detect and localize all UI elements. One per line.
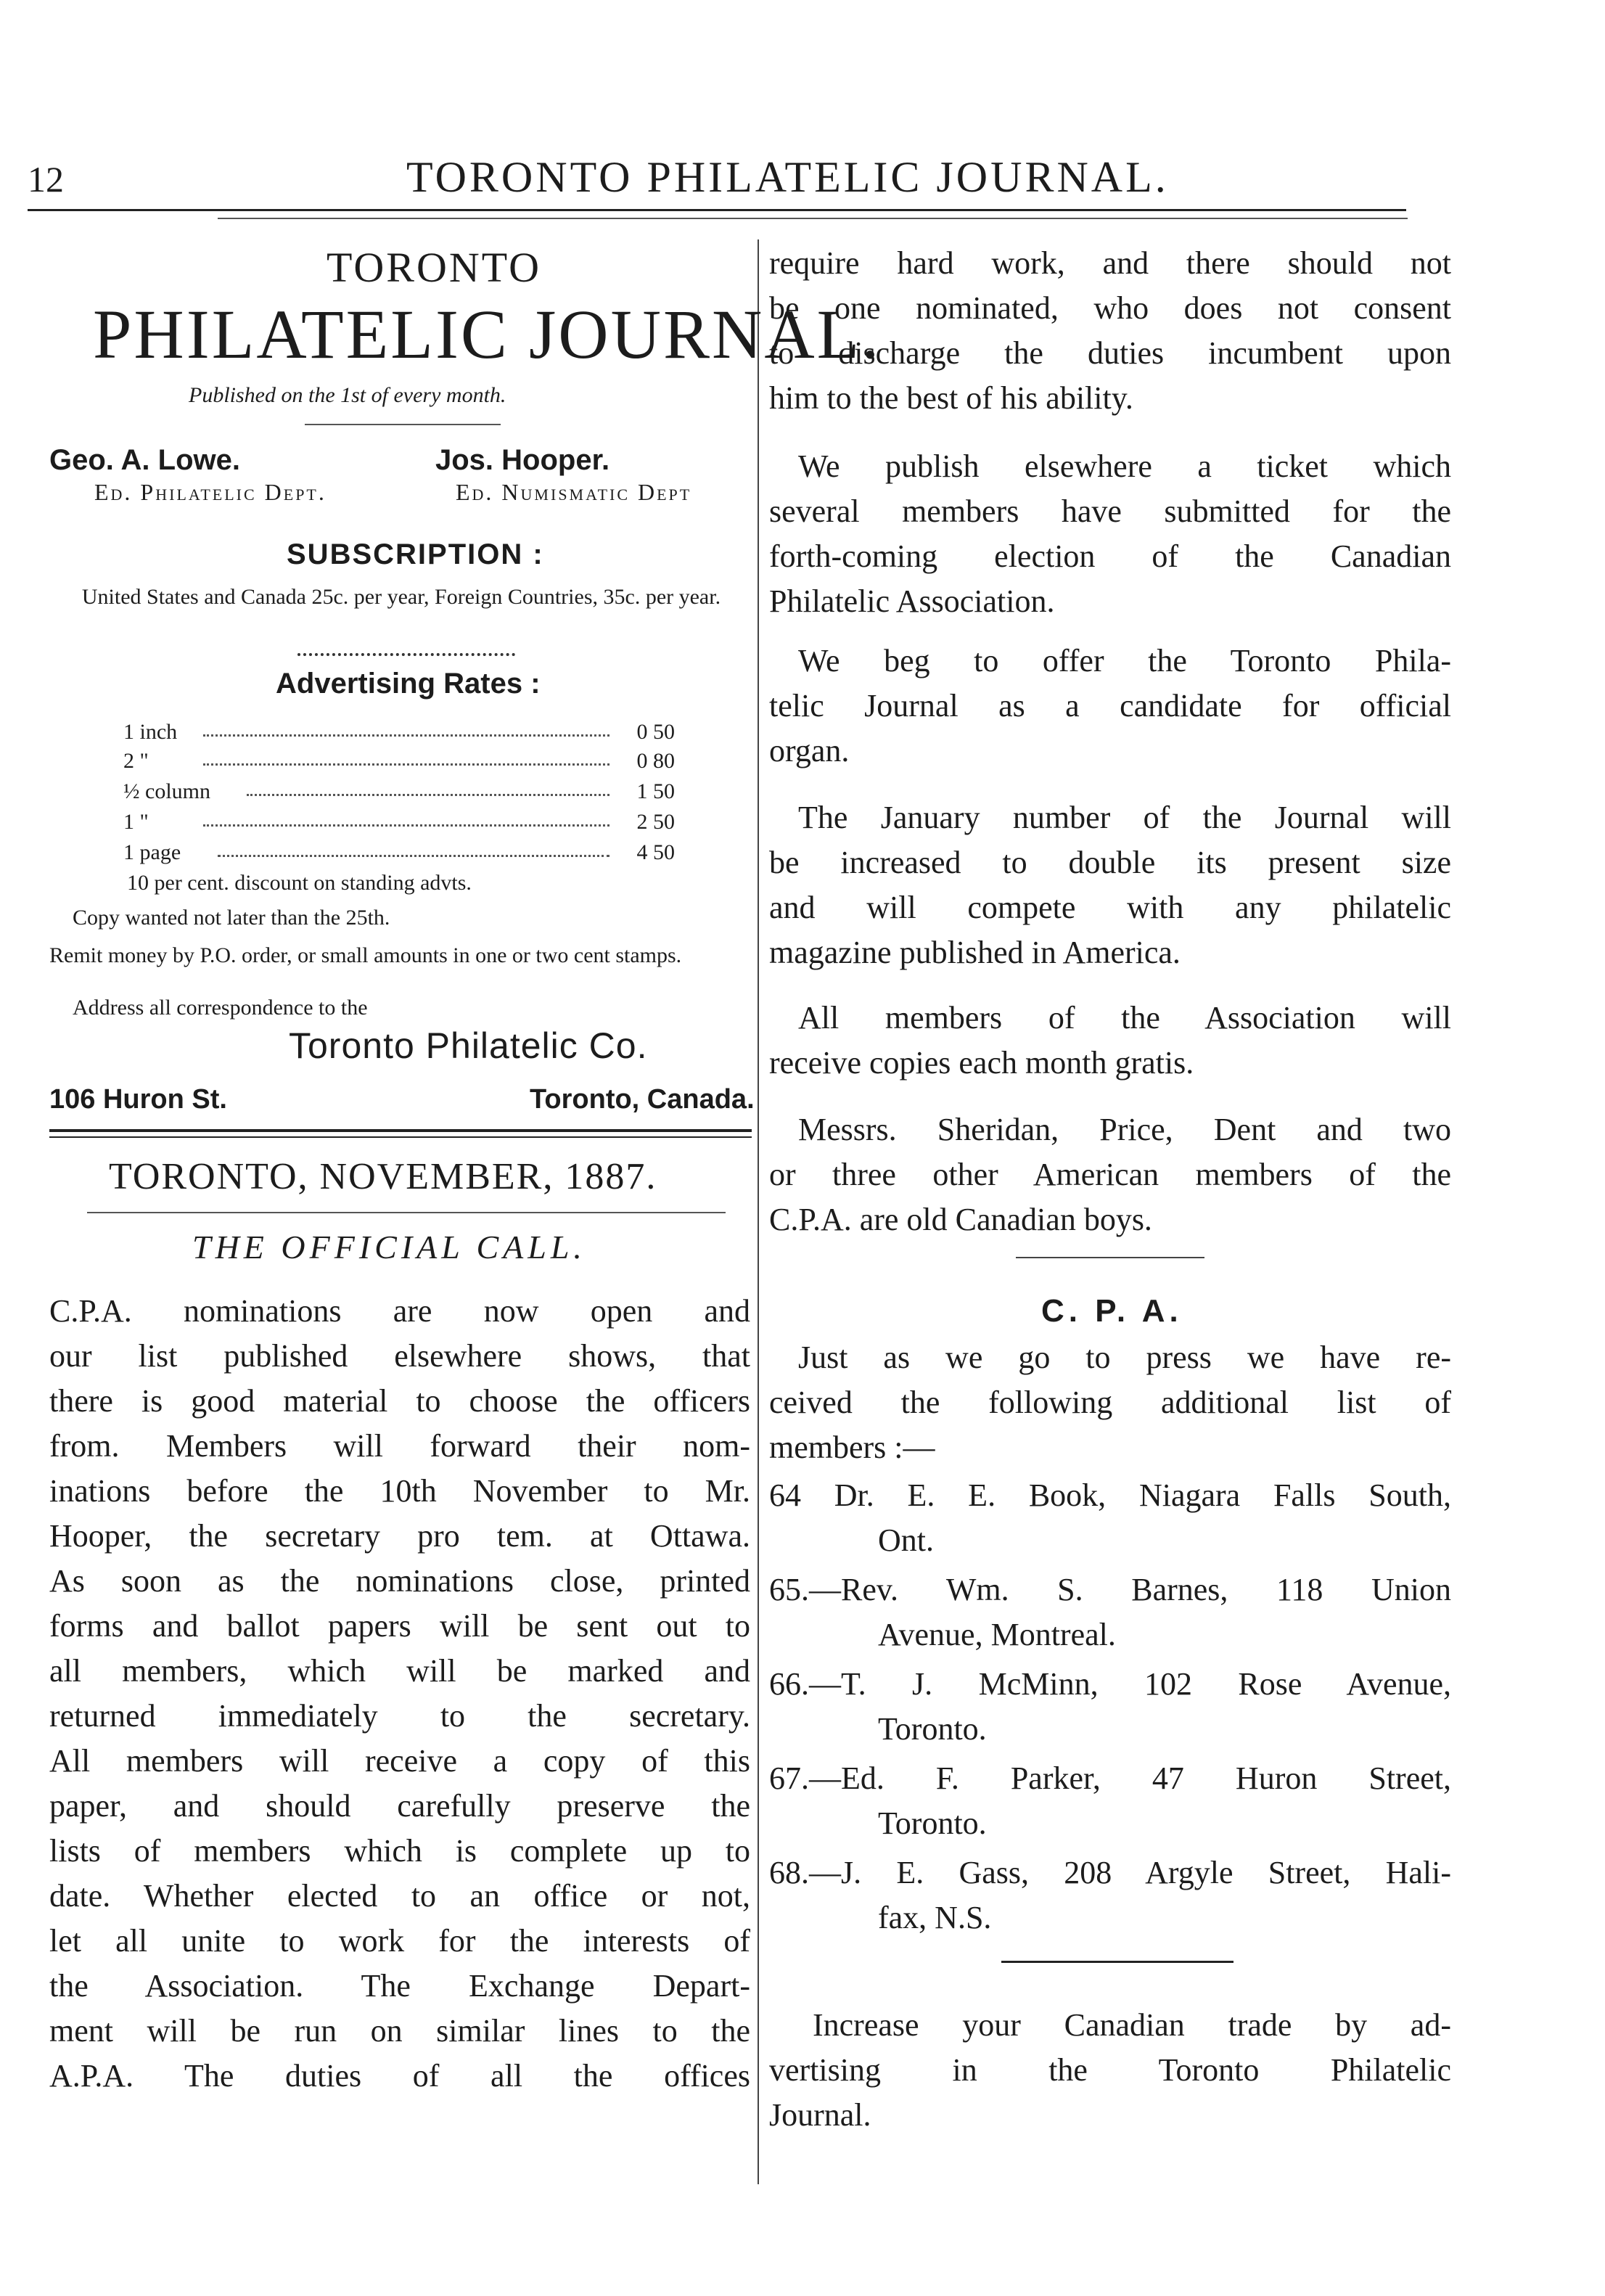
subscription-heading: SUBSCRIPTION :: [287, 538, 544, 570]
official-call-line: C.P.A. nominations are now open and: [49, 1293, 750, 1329]
remit-note: Remit money by P.O. order, or small amounts in one or two cent stamps.: [49, 943, 682, 967]
masthead-toronto: TORONTO: [327, 244, 541, 291]
editor-philatelic-name: Geo. A. Lowe.: [49, 444, 240, 476]
masthead-title: PHILATELIC JOURNAL.: [93, 295, 882, 373]
january-paragraph-line: The January number of the Journal will: [798, 800, 1451, 835]
january-paragraph-line: be increased to double its present size: [769, 845, 1451, 880]
member-entry-line: 67.—Ed. F. Parker, 47 Huron Street,: [769, 1760, 1451, 1796]
leader-dots: [247, 794, 609, 796]
rate-label: ½ column: [123, 779, 210, 803]
street-address: 106 Huron St.: [49, 1084, 227, 1115]
official-call-line: the Association. The Exchange Depart-: [49, 1968, 750, 2004]
cpa-intro-line: ceived the following additional list of: [769, 1385, 1451, 1420]
copy-note: Copy wanted not later than the 25th.: [73, 906, 390, 930]
leader-dots: [203, 734, 609, 737]
official-call-line: All members will receive a copy of this: [49, 1743, 750, 1779]
member-entry-line: fax, N.S.: [878, 1900, 992, 1935]
rate-price: 0 50: [636, 720, 675, 744]
advert-line: Journal.: [769, 2097, 871, 2133]
official-call-line: there is good material to choose the officers: [49, 1383, 750, 1419]
cpa-intro-line: Just as we go to press we have re-: [798, 1340, 1451, 1375]
publication-note: Published on the 1st of every month.: [189, 383, 506, 407]
city-address: Toronto, Canada.: [530, 1084, 755, 1115]
ticket-paragraph-line: We publish elsewhere a ticket which: [798, 448, 1451, 484]
masthead-rule: [305, 424, 501, 425]
rate-row: [123, 810, 675, 839]
running-head: TORONTO PHILATELIC JOURNAL.: [406, 153, 1169, 201]
continuation-line: be one nominated, who does not consent: [769, 290, 1451, 326]
subscription-text: United States and Canada 25c. per year, Foreign Countries, 35c. per year.: [81, 585, 721, 609]
leader-dots: [203, 763, 609, 766]
masthead-bottom-rule-2: [49, 1136, 752, 1138]
offer-paragraph-line: organ.: [769, 733, 850, 768]
member-entry-line: Ont.: [878, 1522, 934, 1558]
rate-row: [123, 720, 675, 749]
ticket-paragraph-line: several members have submitted for the: [769, 493, 1451, 529]
editor-numismatic-name: Jos. Hooper.: [435, 444, 610, 476]
leader-dots: [218, 855, 609, 857]
ticket-paragraph-line: Philatelic Association.: [769, 583, 1055, 619]
rate-price: 0 80: [636, 749, 675, 773]
continuation-line: him to the best of his ability.: [769, 380, 1133, 416]
section-rule: [1001, 1961, 1233, 1963]
official-call-line: Hooper, the secretary pro tem. at Ottawa.: [49, 1518, 750, 1554]
rate-row: [123, 840, 675, 869]
official-call-line: forms and ballot papers will be sent out to: [49, 1608, 750, 1644]
company-name: Toronto Philatelic Co.: [289, 1025, 648, 1066]
official-call-line: As soon as the nominations close, printed: [49, 1563, 750, 1599]
address-note: Address all correspondence to the: [73, 996, 368, 1020]
section-rule: [1016, 1257, 1204, 1258]
official-call-line: ment will be run on similar lines to the: [49, 2013, 750, 2049]
official-call-line: returned immediately to the secretary.: [49, 1698, 750, 1734]
official-call-line: lists of members which is complete up to: [49, 1833, 750, 1869]
messrs-paragraph-line: or three other American members of the: [769, 1157, 1451, 1192]
rate-label: 2 ": [123, 749, 149, 773]
rate-price: 4 50: [636, 840, 675, 864]
official-call-line: paper, and should carefully preserve the: [49, 1788, 750, 1824]
dateline: TORONTO, NOVEMBER, 1887.: [109, 1156, 657, 1197]
official-call-line: date. Whether elected to an office or not,: [49, 1878, 750, 1914]
editor-numismatic-dept: Ed. Numismatic Dept: [456, 479, 692, 505]
cpa-heading: C. P. A.: [1041, 1293, 1183, 1329]
page-number: 12: [28, 159, 64, 200]
dateline-rule: [87, 1212, 726, 1213]
official-call-line: let all unite to work for the interests of: [49, 1923, 750, 1959]
continuation-line: to discharge the duties incumbent upon: [769, 335, 1451, 371]
official-call-line: all members, which will be marked and: [49, 1653, 750, 1689]
ticket-paragraph-line: forth-coming election of the Canadian: [769, 538, 1451, 574]
member-entry-line: 64 Dr. E. E. Book, Niagara Falls South,: [769, 1477, 1451, 1513]
member-entry-line: 68.—J. E. Gass, 208 Argyle Street, Hali-: [769, 1855, 1451, 1890]
advertising-heading: Advertising Rates :: [276, 668, 541, 700]
advert-line: Increase your Canadian trade by ad-: [813, 2007, 1451, 2043]
january-paragraph-line: magazine published in America.: [769, 935, 1181, 970]
rate-price: 1 50: [636, 779, 675, 803]
offer-paragraph-line: We beg to offer the Toronto Phila-: [798, 643, 1451, 678]
cpa-intro-line: members :—: [769, 1430, 935, 1465]
official-call-line: inations before the 10th November to Mr.: [49, 1473, 750, 1509]
column-divider: [758, 239, 759, 2184]
members-paragraph-line: receive copies each month gratis.: [769, 1045, 1194, 1081]
messrs-paragraph-line: Messrs. Sheridan, Price, Dent and two: [798, 1112, 1451, 1147]
wavy-rule: [297, 646, 515, 656]
messrs-paragraph-line: C.P.A. are old Canadian boys.: [769, 1202, 1152, 1237]
official-call-line: our list published elsewhere shows, that: [49, 1338, 750, 1374]
rate-row: [123, 749, 675, 778]
header-rule-thin: [218, 218, 1408, 219]
rate-price: 2 50: [636, 810, 675, 834]
rate-row: [123, 779, 675, 808]
member-entry-line: Avenue, Montreal.: [878, 1617, 1116, 1652]
member-entry-line: Toronto.: [878, 1805, 987, 1841]
members-paragraph-line: All members of the Association will: [798, 1000, 1451, 1036]
leader-dots: [203, 824, 609, 827]
rate-label: 1 inch: [123, 720, 178, 744]
discount-note: 10 per cent. discount on standing advts.: [127, 871, 472, 895]
editor-philatelic-dept: Ed. Philatelic Dept.: [94, 479, 327, 505]
advert-line: vertising in the Toronto Philatelic: [769, 2052, 1451, 2088]
continuation-line: require hard work, and there should not: [769, 245, 1451, 281]
member-entry-line: 66.—T. J. McMinn, 102 Rose Avenue,: [769, 1666, 1451, 1702]
member-entry-line: Toronto.: [878, 1711, 987, 1747]
member-entry-line: 65.—Rev. Wm. S. Barnes, 118 Union: [769, 1572, 1451, 1607]
official-call-line: from. Members will forward their nom-: [49, 1428, 750, 1464]
masthead-bottom-rule: [49, 1129, 752, 1132]
official-call-heading: THE OFFICIAL CALL.: [192, 1229, 586, 1266]
rate-label: 1 page: [123, 840, 181, 864]
header-rule: [28, 209, 1406, 211]
offer-paragraph-line: telic Journal as a candidate for official: [769, 688, 1451, 723]
january-paragraph-line: and will compete with any philatelic: [769, 890, 1451, 925]
rate-label: 1 ": [123, 810, 149, 834]
official-call-line: A.P.A. The duties of all the offices: [49, 2058, 750, 2094]
